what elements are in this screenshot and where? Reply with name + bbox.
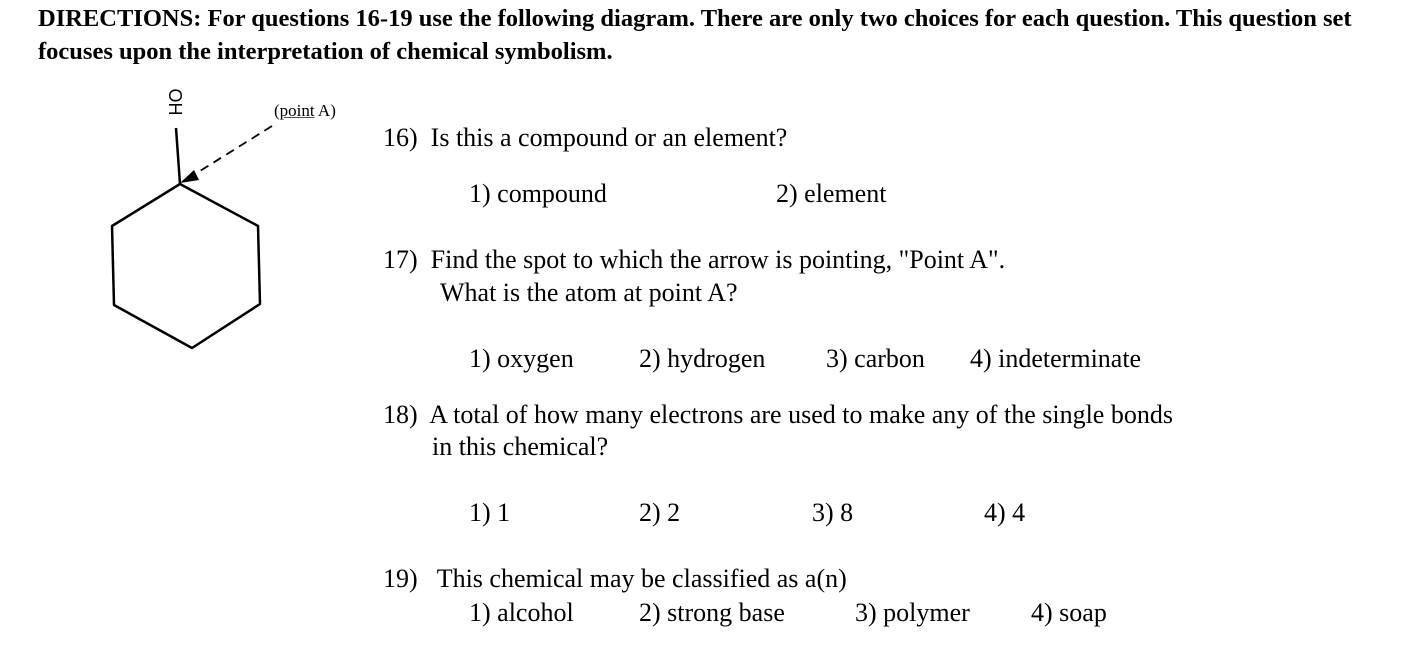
question-18-line-2: in this chemical? — [432, 432, 609, 461]
question-17-line-2: What is the atom at point A? — [440, 278, 738, 307]
cyclohexanol-diagram — [100, 72, 280, 357]
oh-bond — [176, 128, 180, 184]
oh-label: OH — [165, 88, 185, 116]
pointer-arrowhead — [180, 170, 199, 183]
q17-option-2: 2) hydrogen — [639, 344, 766, 373]
cyclohexane-ring — [112, 184, 260, 348]
point-a-label: (point A) — [274, 101, 336, 120]
q17-option-3: 3) carbon — [826, 344, 925, 373]
question-16: 16) Is this a compound or an element? — [383, 123, 788, 152]
q19-option-3: 3) polymer — [855, 598, 970, 627]
q16-option-2: 2) element — [776, 179, 887, 208]
q19-option-2: 2) strong base — [639, 598, 785, 627]
q17-option-4: 4) indeterminate — [970, 344, 1142, 373]
q19-option-1: 1) alcohol — [469, 598, 574, 627]
q16-option-1: 1) compound — [469, 179, 607, 208]
directions-text: DIRECTIONS: For questions 16-19 use the following diagram. There are only two choices for each question. This question set focuses upon the interpretation of chemical symbolism. — [38, 5, 1352, 65]
q18-option-3: 3) 8 — [812, 498, 854, 527]
q18-option-1: 1) 1 — [469, 498, 511, 527]
question-19: 19) This chemical may be classified as a(n) — [383, 564, 847, 593]
question-18: 18) A total of how many electrons are used to make any of the single bonds — [383, 400, 1173, 429]
pointer-arrow-line — [192, 126, 272, 176]
q18-option-4: 4) 4 — [984, 498, 1026, 527]
q18-option-2: 2) 2 — [639, 498, 681, 527]
question-17: 17) Find the spot to which the arrow is pointing, "Point A". — [383, 245, 1006, 274]
q19-option-4: 4) soap — [1031, 598, 1107, 627]
q17-option-1: 1) oxygen — [469, 344, 574, 373]
